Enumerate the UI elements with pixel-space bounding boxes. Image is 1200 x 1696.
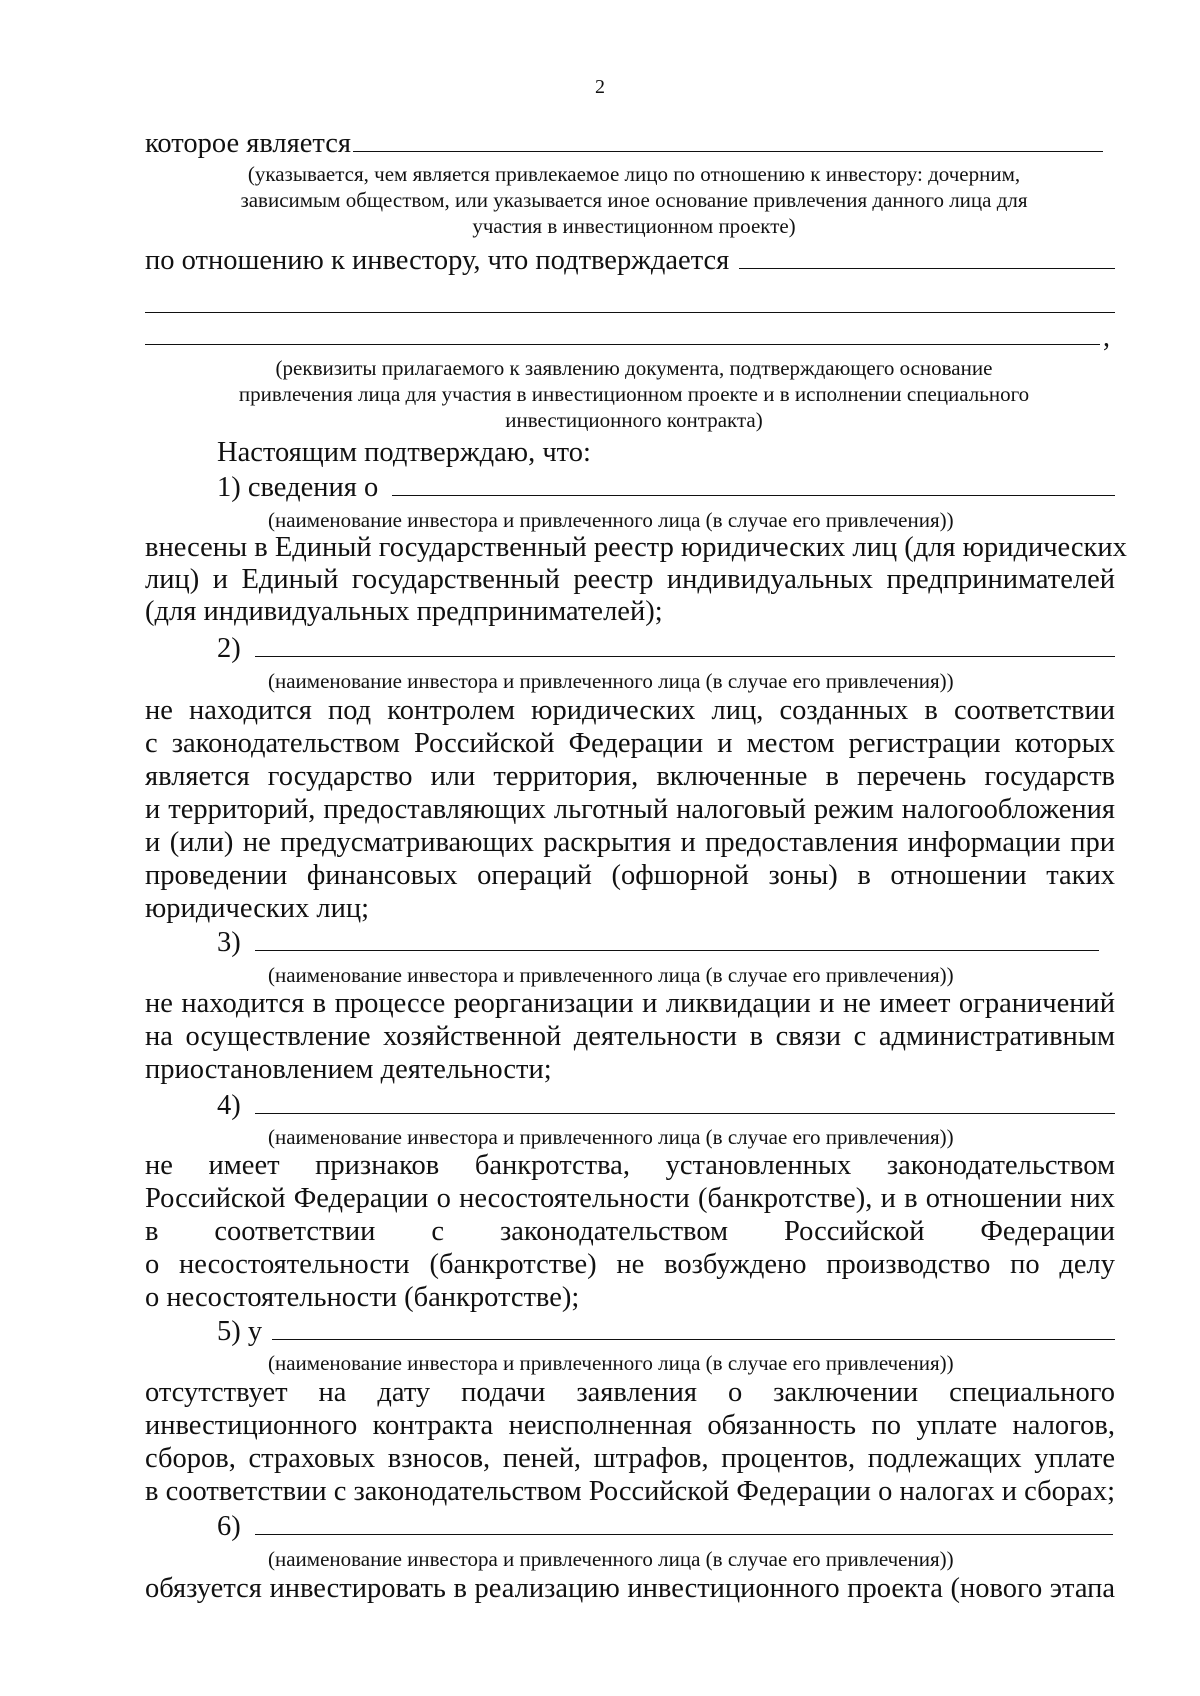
blank-field	[353, 129, 1103, 152]
blank-field	[392, 473, 1115, 496]
item-6-label-line	[217, 1511, 1113, 1543]
item-text-line: о несостоятельности (банкротстве);	[145, 1282, 580, 1313]
caption-requisites-line-3: инвестиционного контракта)	[505, 408, 763, 432]
item-caption: (наименование инвестора и привлеченного лица (в случае его привлечения))	[268, 669, 954, 693]
caption-requisites-line-2: привлечения лица для участия в инвестиционном проекте и в исполнении специального	[238, 382, 1030, 406]
item-label: 4)	[217, 1090, 241, 1121]
item-text-line: инвестиционного контракта неисполненная обязанность по уплате налогов,	[145, 1410, 1115, 1441]
item-label: 1) сведения о	[217, 472, 379, 503]
which-is-line	[145, 128, 1103, 160]
item-caption: (наименование инвестора и привлеченного лица (в случае его привлечения))	[268, 963, 954, 987]
item-label: 3)	[217, 927, 241, 958]
confirmed-by-line	[145, 245, 1115, 277]
item-text-line: приостановлением деятельности;	[145, 1054, 552, 1085]
item-caption: (наименование инвестора и привлеченного лица (в случае его привлечения))	[268, 508, 954, 532]
item-text-line: проведении финансовых операций (офшорной зоны) в отношении таких	[145, 860, 1115, 891]
caption-relationship-line-3: участия в инвестиционном проекте)	[472, 214, 796, 238]
caption-relationship-line-1: (указывается, чем является привлекаемое лицо по отношению к инвестору: дочерним,	[247, 162, 1021, 186]
blank-field	[255, 1512, 1113, 1535]
trailing-comma: ,	[1103, 322, 1110, 353]
page-number: 2	[595, 76, 605, 98]
item-text-line: не имеет признаков банкротства, установленных законодательством	[145, 1150, 1115, 1181]
item-text-line: в соответствии с законодательством Российской Федерации о налогах и сборах;	[145, 1476, 1115, 1507]
item-text-line: отсутствует на дату подачи заявления о заключении специального	[145, 1377, 1115, 1408]
which-is-text: которое является	[145, 128, 351, 159]
item-text-line: (для индивидуальных предпринимателей);	[145, 596, 663, 627]
item-text-line: с законодательством Российской Федерации и местом регистрации которых	[145, 728, 1115, 759]
item-3-label-line	[217, 927, 1099, 959]
item-text-line: о несостоятельности (банкротстве) не возбуждено производство по делу	[145, 1249, 1115, 1280]
caption-relationship-line-2: зависимым обществом, или указывается иное основание привлечения данного лица для	[240, 188, 1028, 212]
item-text-line: сборов, страховых взносов, пеней, штрафов, процентов, подлежащих уплате	[145, 1443, 1115, 1474]
item-text-line: Российской Федерации о несостоятельности (банкротстве), и в отношении них	[145, 1183, 1115, 1214]
blank-line	[145, 312, 1115, 313]
item-label: 5) у	[217, 1316, 263, 1347]
item-label: 2)	[217, 633, 241, 664]
blank-field	[255, 928, 1099, 951]
blank-line	[145, 344, 1100, 345]
blank-field	[255, 634, 1115, 657]
intro-text: Настоящим подтверждаю, что:	[217, 437, 591, 468]
item-4-label-line	[217, 1090, 1115, 1122]
item-text-line: на осуществление хозяйственной деятельности в связи с административным	[145, 1021, 1115, 1052]
item-text-line: не находится под контролем юридических лиц, созданных в соответствии	[145, 695, 1115, 726]
item-1-label-line	[217, 472, 1115, 504]
item-text-line: внесены в Единый государственный реестр юридических лиц (для юридических	[145, 532, 1127, 563]
item-text-line: является государство или территория, включенные в перечень государств	[145, 761, 1115, 792]
item-text-line: лиц) и Единый государственный реестр индивидуальных предпринимателей	[145, 564, 1115, 595]
item-caption: (наименование инвестора и привлеченного лица (в случае его привлечения))	[268, 1351, 954, 1375]
item-text-line: не находится в процессе реорганизации и ликвидации и не имеет ограничений	[145, 988, 1115, 1019]
item-text-line: и территорий, предоставляющих льготный налоговый режим налогообложения	[145, 794, 1115, 825]
item-text-line: в соответствии с законодательством Российской Федерации	[145, 1216, 1115, 1247]
item-2-label-line	[217, 633, 1115, 665]
item-text-line: и (или) не предусматривающих раскрытия и предоставления информации при	[145, 827, 1115, 858]
item-5-label-line	[217, 1316, 1115, 1348]
blank-field	[739, 246, 1115, 269]
item-label: 6)	[217, 1511, 241, 1542]
blank-field	[272, 1317, 1115, 1340]
confirmed-by-text: по отношению к инвестору, что подтверждается	[145, 245, 730, 276]
item-caption: (наименование инвестора и привлеченного лица (в случае его привлечения))	[268, 1125, 954, 1149]
item-caption: (наименование инвестора и привлеченного лица (в случае его привлечения))	[268, 1547, 954, 1571]
item-text-line: юридических лиц;	[145, 893, 370, 924]
blank-field	[255, 1091, 1115, 1114]
item-text-line: обязуется инвестировать в реализацию инвестиционного проекта (нового этапа	[145, 1573, 1115, 1604]
caption-requisites-line-1: (реквизиты прилагаемого к заявлению документа, подтверждающего основание	[275, 356, 993, 380]
